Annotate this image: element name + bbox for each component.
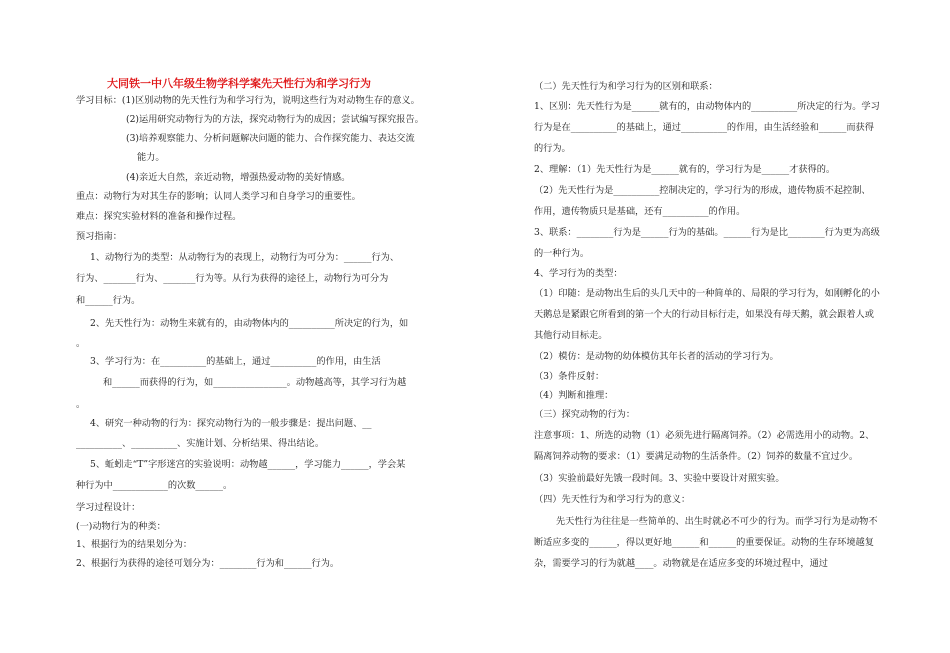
text-line: 1、区别：先天性行为是______就有的，由动物体内的__________所决定的行为。学习	[534, 101, 880, 112]
text-line: 预习指南：	[76, 231, 122, 242]
text-line: 杂，需要学习的行为就越____。动物就是在适应多变的环境过程中，通过	[534, 558, 828, 569]
text-line: 1、根据行为的结果划分为：	[76, 539, 193, 550]
text-line: （1）印随：是动物出生后的头几天中的一种简单的、局限的学习行为，如刚孵化的小	[534, 288, 880, 299]
text-line: 学习过程设计：	[76, 502, 141, 513]
text-line: 2、理解：（1）先天性行为是______就有的，学习行为是______才获得的。	[534, 164, 836, 175]
text-line: 行为、_______行为、_______行为等。从行为获得的途径上，动物行为可分为	[76, 273, 389, 284]
text-line: __________、__________、实施计划、分析结果、得出结论。	[76, 438, 325, 449]
text-line: 4、研究一种动物的行为：探究动物行为的一般步骤是：提出问题、__	[90, 418, 372, 429]
page-title: 大同铁一中八年级生物学科学案先天性行为和学习行为	[107, 77, 371, 90]
text-line: 断适应多变的______，得以更好地______和______的重要保证。动物的生存环境越复	[534, 537, 874, 548]
text-line: 4、学习行为的类型：	[534, 268, 623, 279]
text-line: 5、蚯蚓走“T”字形迷宫的实验说明：动物越______，学习能力______，学会某	[90, 459, 406, 470]
text-line: 天鹅总是紧跟它所看到的第一个大的行动目标行走，如果没有母天鹅，就会跟着人或	[534, 309, 874, 320]
section-heading: （二）先天性行为和学习行为的区别和联系：	[534, 81, 718, 92]
text-line: 隔离饲养动物的要求：（1）要满足动物的生活条件。（2）饲养的数量不宜过少。	[534, 451, 859, 462]
text-line: 种行为中____________的次数______。	[76, 480, 233, 491]
text-line: 学习目标：(1)区别动物的先天性行为和学习行为，说明这些行为对动物生存的意义。	[76, 95, 420, 106]
text-line: 和______行为。	[76, 295, 141, 306]
text-line: 2、先天性行为：动物生来就有的，由动物体内的__________所决定的行为，如	[90, 318, 409, 329]
text-line: 和______而获得的行为，如________________。动物越高等，其学习行为越	[103, 377, 407, 388]
text-line: 能力。	[137, 152, 165, 163]
text-line: 先天性行为往往是一些简单的、出生时就必不可少的行为。而学习行为是动物不	[556, 516, 878, 527]
text-line: （3）实验前最好先饿一段时间。3、实验中要设计对照实验。	[534, 473, 785, 484]
text-line: 1、动物行为的类型：从动物行为的表现上，动物行为可分为：______行为、	[90, 252, 400, 263]
text-line: 的一种行为。	[534, 248, 590, 259]
text-line: 。	[76, 399, 86, 410]
text-line: 作用，遗传物质只是基础，还有__________的作用。	[534, 206, 746, 217]
text-line: 3、学习行为：在__________的基础上，通过__________的作用，由生活	[90, 356, 381, 367]
text-line: （3）条件反射：	[534, 371, 605, 382]
text-line: 的行为。	[534, 143, 571, 154]
text-line: 2、根据行为获得的途径可划分为：________行为和______行为。	[76, 558, 340, 569]
text-line: 注意事项：1、所选的动物（1）必须先进行隔离饲养。（2）必需选用小的动物。2、	[534, 430, 875, 441]
text-line: 行为是在__________的基础上，通过__________的作用，由生活经验和______而获得	[534, 122, 874, 133]
text-line: （4）判断和推理：	[534, 390, 614, 401]
text-line: 重点：动物行为对其生存的影响；认同人类学习和自身学习的重要性。	[76, 191, 361, 202]
text-line: (4)亲近大自然，亲近动物，增强热爱动物的美好情感。	[126, 172, 351, 183]
text-line: 难点：探究实验材料的准备和操作过程。	[76, 211, 242, 222]
section-heading: （三）探究动物的行为：	[534, 409, 636, 420]
text-line: (一)动物行为的种类：	[76, 521, 166, 532]
text-line: (2)运用研究动物行为的方法，探究动物行为的成因；尝试编写探究报告。	[126, 114, 424, 125]
text-line: 3、联系：________行为是______行为的基础。______行为是比________行为更为高级	[534, 227, 880, 238]
text-line: (3)培养观察能力、分析问题解决问题的能力、合作探究能力、表达交流	[126, 133, 415, 144]
text-line: 其他行动目标走。	[534, 330, 608, 341]
text-line: 。	[76, 338, 86, 349]
text-line: （2）模仿：是动物的幼体模仿其年长者的活动的学习行为。	[534, 351, 779, 362]
section-heading: （四）先天性行为和学习行为的意义：	[534, 494, 691, 505]
text-line: （2）先天性行为是__________控制决定的，学习行为的形成，遗传物质不起控制、	[534, 185, 871, 196]
